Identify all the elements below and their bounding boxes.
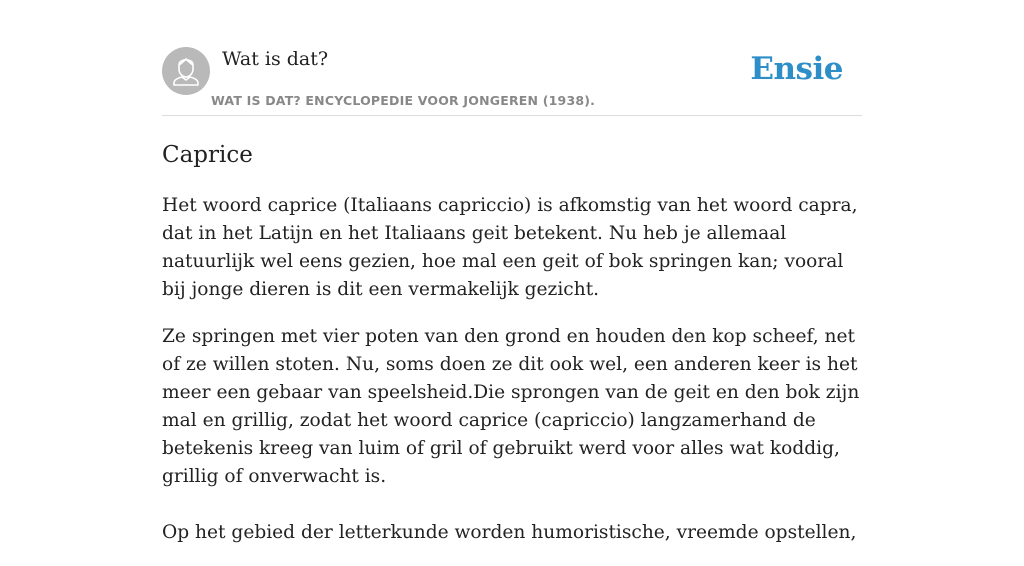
article-paragraph: Het woord caprice (Italiaans capriccio) is afkomstig van het woord capra, dat in het Latijn en het Italiaans geit betekent. Nu heb je allemaal natuurlijk wel eens gezien, hoe mal een geit of bok springen kan; vooral bij jonge dieren is dit een vermakelijk gezicht. — [162, 195, 858, 300]
article-body — [162, 192, 862, 566]
user-silhouette-icon — [162, 47, 210, 95]
source-subtitle: WAT IS DAT? ENCYCLOPEDIE VOOR JONGEREN (1938). — [211, 93, 596, 108]
source-header — [162, 46, 862, 116]
avatar[interactable] — [162, 47, 210, 95]
page-title: Caprice — [162, 142, 253, 168]
article-paragraph: Ze springen met vier poten van den grond en houden den kop scheef, net of ze willen stoten. Nu, soms doen ze dit ook wel, een anderen keer is het meer een gebaar van speelsheid.Die sprongen van de geit en den bok zijn mal en grillig, zodat het woord caprice (capriccio) langzamerhand de betekenis kreeg van luim of gril of gebruikt werd voor alles wat koddig, grillig of onverwacht is. Op het gebied der letterkunde worden humoristische, vreemde opstellen, — [162, 326, 860, 543]
source-title[interactable]: Wat is dat? — [222, 48, 329, 70]
brand-logo[interactable]: Ensie — [750, 51, 843, 87]
